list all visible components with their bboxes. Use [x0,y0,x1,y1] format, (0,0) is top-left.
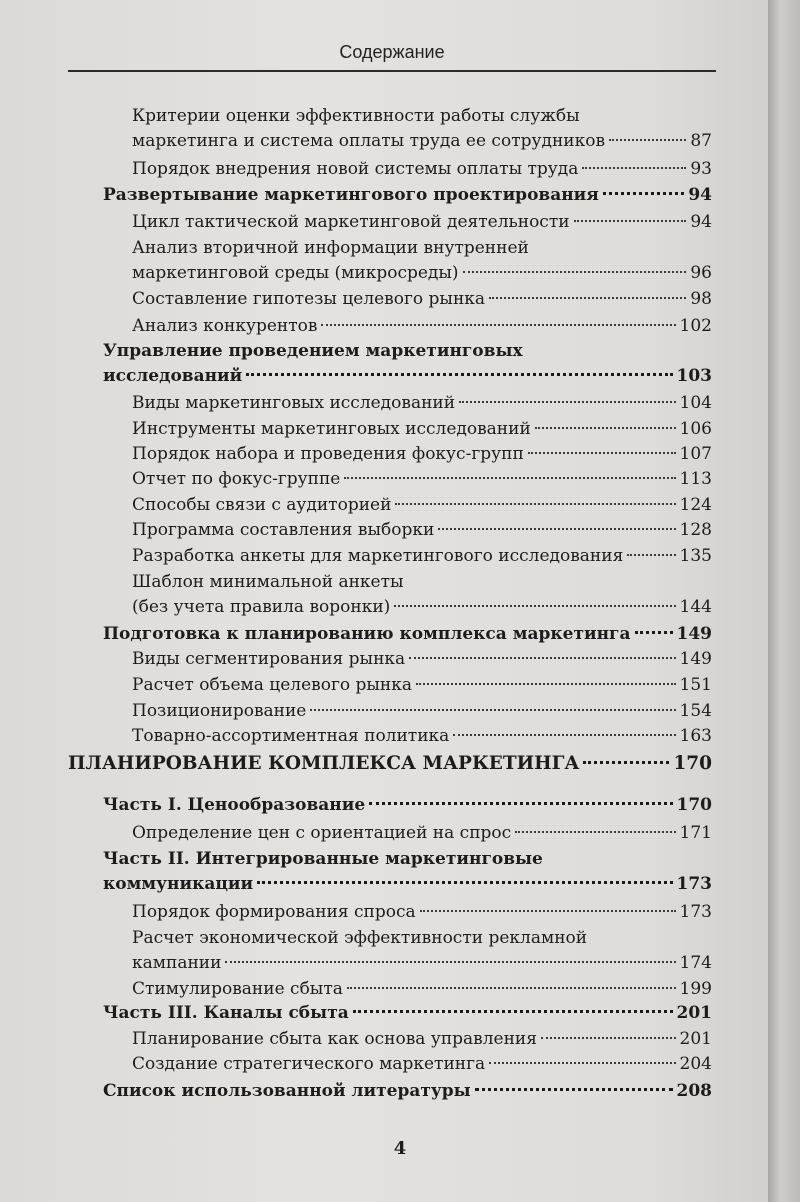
dot-leader [438,528,675,530]
toc-entry-row [132,900,712,925]
toc-entry[interactable] [132,442,712,467]
toc-entry[interactable] [132,236,712,286]
toc-entry-row [132,673,712,698]
toc-entry-title: Анализ конкурентов [132,316,318,336]
toc-entry[interactable] [132,1027,712,1052]
toc-page-number: 98 [690,289,712,309]
toc-entry-title: Порядок набора и проведения фокус-групп [132,444,524,464]
toc-entry-title: Расчет объема целевого рынка [132,675,413,695]
toc-page-number: 128 [679,520,712,540]
dot-leader [347,987,676,989]
toc-entry-title-line: Расчет экономической эффективности рекламной [132,928,588,948]
dot-leader [310,709,675,711]
dot-leader [489,297,686,299]
toc-entry[interactable] [132,977,712,1002]
toc-entry-title: Программа составления выборки [132,520,435,540]
dot-leader [369,802,672,805]
toc-entry[interactable] [68,751,712,776]
dot-leader [627,554,675,556]
toc-entry-row [132,518,712,543]
toc-entry-title: (без учета правила воронки) [132,597,391,617]
toc-entry[interactable] [103,622,712,647]
toc-page-number: 154 [679,701,712,721]
toc-entry-row [132,595,712,620]
toc-page-number: 174 [679,953,712,973]
dot-leader [344,477,675,479]
toc-page-number: 102 [679,316,712,336]
toc-entry-title: Порядок формирования спроса [132,902,416,922]
toc-entry[interactable] [103,339,712,389]
page-edge [768,0,800,1202]
dot-leader [635,631,673,634]
toc-page-number: 124 [679,495,712,515]
toc-page-number: 163 [679,726,712,746]
dot-leader [515,831,675,833]
toc-entry-title: Позиционирование [132,701,307,721]
toc-entry[interactable] [132,647,712,672]
dot-leader [409,657,675,659]
toc-entry-title: маркетинговой среды (микросреды) [132,263,459,283]
toc-entry-row [132,467,712,492]
toc-page-number: 149 [679,649,712,669]
dot-leader [394,605,675,607]
dot-leader [528,452,676,454]
toc-entry-row [132,314,712,339]
toc-page-number: 96 [690,263,712,283]
toc-entry-row [132,647,712,672]
running-head: Содержание [339,42,445,62]
toc-entry[interactable] [132,699,712,724]
toc-page-number: 149 [676,624,712,644]
toc-entry-title: Список использованной литературы [103,1081,471,1101]
dot-leader [583,761,669,764]
page-number: 4 [393,1138,407,1159]
toc-entry[interactable] [132,1052,712,1077]
dot-leader [225,961,675,963]
toc-page-number: 94 [688,185,712,205]
toc-entry[interactable] [132,467,712,492]
toc-entry-title: маркетинга и система оплаты труда ее сотрудников [132,131,606,151]
toc-page-number: 106 [679,419,712,439]
toc-entry[interactable] [132,518,712,543]
toc-entry-title: Составление гипотезы целевого рынка [132,289,486,309]
toc-entry[interactable] [103,847,712,897]
toc-entry-row [132,210,712,235]
toc-entry-title-line: Критерии оценки эффективности работы службы [132,106,580,126]
toc-page-number: 113 [679,469,712,489]
toc-entry[interactable] [132,570,712,620]
toc-page-number: 170 [673,753,712,774]
toc-entry-row [132,129,712,154]
toc-page-number: 151 [679,675,712,695]
dot-leader [574,220,687,222]
dot-leader [582,167,686,169]
toc-entry-row [103,622,712,647]
toc-entry-title-line: Шаблон минимальной анкеты [132,572,404,592]
toc-entry-title: кампании [132,953,222,973]
toc-entry-title: исследований [103,366,243,386]
toc-entry-title: Порядок внедрения новой системы оплаты труда [132,159,579,179]
toc-page-number: 93 [690,159,712,179]
toc-entry[interactable] [132,104,712,154]
toc-entry-row [132,442,712,467]
toc-entry-row [103,1079,712,1104]
toc-entry-row [132,544,712,569]
toc-entry[interactable] [132,926,712,976]
toc-entry[interactable] [132,544,712,569]
toc-entry[interactable] [132,287,712,312]
dot-leader [541,1037,676,1039]
toc-entry[interactable] [132,417,712,442]
toc-page-number: 199 [679,979,712,999]
dot-leader [257,881,672,884]
toc-entry-title: Инструменты маркетинговых исследований [132,419,531,439]
toc-entry-title: Виды маркетинговых исследований [132,393,456,413]
toc-entry-row [132,724,712,749]
dot-leader [395,503,675,505]
toc-page-number: 204 [679,1054,712,1074]
toc-entry-title: Отчет по фокус-группе [132,469,341,489]
toc-entry-row [132,391,712,416]
dot-leader [246,373,672,376]
toc-entry-row [132,821,712,846]
toc-entry-title: Цикл тактической маркетинговой деятельности [132,212,570,232]
dot-leader [416,683,676,685]
dot-leader [535,427,676,429]
toc-page-number: 104 [679,393,712,413]
toc-entry-title: Часть I. Ценообразование [103,795,366,815]
toc-entry-title: Способы связи с аудиторией [132,495,392,515]
toc-entry[interactable] [103,1001,712,1026]
dot-leader [353,1010,673,1013]
toc-page-number: 173 [679,902,712,922]
toc-entry[interactable] [103,793,712,818]
toc-entry-title: Планирование сбыта как основа управления [132,1029,537,1049]
toc-entry-row [103,1001,712,1026]
dot-leader [321,324,675,326]
toc-entry-title: Подготовка к планированию комплекса маркетинга [103,624,631,644]
toc-entry[interactable] [132,314,712,339]
dot-leader [420,910,676,912]
toc-entry[interactable] [132,210,712,235]
toc-entry[interactable] [132,391,712,416]
toc-entry-row [103,183,712,208]
toc-page-number: 208 [676,1081,712,1101]
toc-entry-row [103,364,712,389]
dot-leader [609,139,686,141]
toc-entry-row [68,751,712,776]
toc-entry-row [132,1052,712,1077]
toc-entry-row [132,287,712,312]
toc-page-number: 135 [679,546,712,566]
toc-entry[interactable] [132,157,712,182]
toc-entry-row [132,1027,712,1052]
toc-entry-row [132,977,712,1002]
toc-entry[interactable] [103,183,712,208]
toc-entry-title: Часть III. Каналы сбыта [103,1003,349,1023]
toc-entry-title-line: Часть II. Интегрированные маркетинговые [103,849,543,869]
toc-entry-row [132,493,712,518]
toc-entry-row [103,793,712,818]
dot-leader [475,1088,673,1091]
toc-entry-title: коммуникации [103,874,254,894]
toc-entry[interactable] [132,821,712,846]
toc-page-number: 87 [690,131,712,151]
dot-leader [463,271,687,273]
toc-entry-title: Развертывание маркетингового проектирования [103,185,599,205]
toc-entry-row [132,157,712,182]
dot-leader [603,192,684,195]
toc-page-number: 107 [679,444,712,464]
toc-page-number: 144 [679,597,712,617]
toc-entry-title-line: Управление проведением маркетинговых [103,341,523,361]
toc-entry-title: Создание стратегического маркетинга [132,1054,486,1074]
toc-page-number: 170 [676,795,712,815]
toc-page-number: 94 [690,212,712,232]
toc-entry[interactable] [103,1079,712,1104]
toc-entry-title: Стимулирование сбыта [132,979,343,999]
toc-page-number: 103 [676,366,712,386]
toc-entry-row [132,261,712,286]
toc-entry-row [103,872,712,897]
toc-entry-row [132,417,712,442]
toc-page-number: 201 [676,1003,712,1023]
toc-entry-row [132,699,712,724]
toc-page-number: 173 [676,874,712,894]
dot-leader [489,1062,675,1064]
toc-entry-title: ПЛАНИРОВАНИЕ КОМПЛЕКСА МАРКЕТИНГА [68,753,580,774]
toc-entry[interactable] [132,900,712,925]
toc-page-number: 171 [679,823,712,843]
toc-entry[interactable] [132,673,712,698]
toc-entry-row [132,951,712,976]
toc-entry-title: Определение цен с ориентацией на спрос [132,823,512,843]
dot-leader [459,401,675,403]
dot-leader [453,734,675,736]
toc-entry-title: Виды сегментирования рынка [132,649,406,669]
toc-entry[interactable] [132,493,712,518]
toc-entry-title: Разработка анкеты для маркетингового исследования [132,546,624,566]
toc-page-number: 201 [679,1029,712,1049]
toc-entry-title-line: Анализ вторичной информации внутренней [132,238,529,258]
toc-entry[interactable] [132,724,712,749]
toc-entry-title: Товарно-ассортиментная политика [132,726,450,746]
